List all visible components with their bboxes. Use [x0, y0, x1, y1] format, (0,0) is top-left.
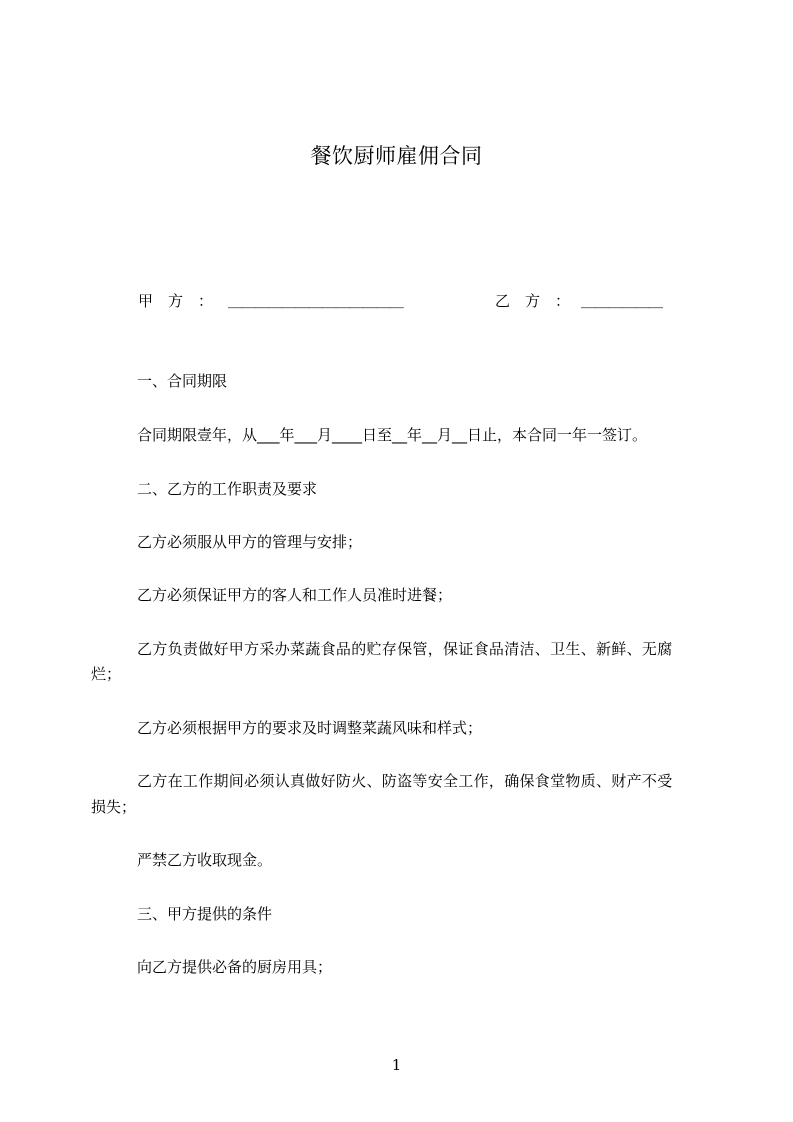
paragraph-duty-safety-line2: 损失； [91, 798, 137, 816]
party-a-blank: ＿＿＿＿＿＿＿＿＿＿＿＿＿ [228, 292, 403, 310]
paragraph-duty-obey: 乙方必须服从甲方的管理与安排； [137, 533, 363, 551]
paragraph-duty-meals: 乙方必须保证甲方的客人和工作人员准时进餐； [137, 586, 453, 604]
page-number: 1 [391, 1056, 402, 1074]
party-b-blank: ＿＿＿＿＿＿ [581, 292, 662, 310]
paragraph-term-period: 合同期限壹年，从___年___月____日至__年__月__日止，本合同一年一签订。 [137, 426, 648, 444]
section-heading-provisions: 三、甲方提供的条件 [137, 905, 273, 923]
paragraph-duty-storage-line2: 烂； [91, 665, 122, 683]
party-b-label: 乙 方 ： [495, 292, 571, 310]
paragraph-provision-utensils: 向乙方提供必备的厨房用具； [137, 958, 333, 976]
paragraph-duty-menu: 乙方必须根据甲方的要求及时调整菜蔬风味和样式； [137, 719, 483, 737]
party-a-label: 甲 方 ： [138, 292, 214, 310]
parties-line [138, 289, 704, 313]
paragraph-duty-safety-line1: 乙方在工作期间必须认真做好防火、防盗等安全工作，确保食堂物质、财产不受 [137, 772, 673, 790]
paragraph-duty-cash: 严禁乙方收取现金。 [137, 851, 273, 869]
document-title: 餐饮厨师雇佣合同 [310, 144, 483, 168]
section-heading-duties: 二、乙方的工作职责及要求 [137, 480, 318, 498]
paragraph-duty-storage-line1: 乙方负责做好甲方采办菜蔬食品的贮存保管，保证食品清洁、卫生、新鲜、无腐 [137, 640, 673, 658]
section-heading-term: 一、合同期限 [137, 372, 228, 390]
